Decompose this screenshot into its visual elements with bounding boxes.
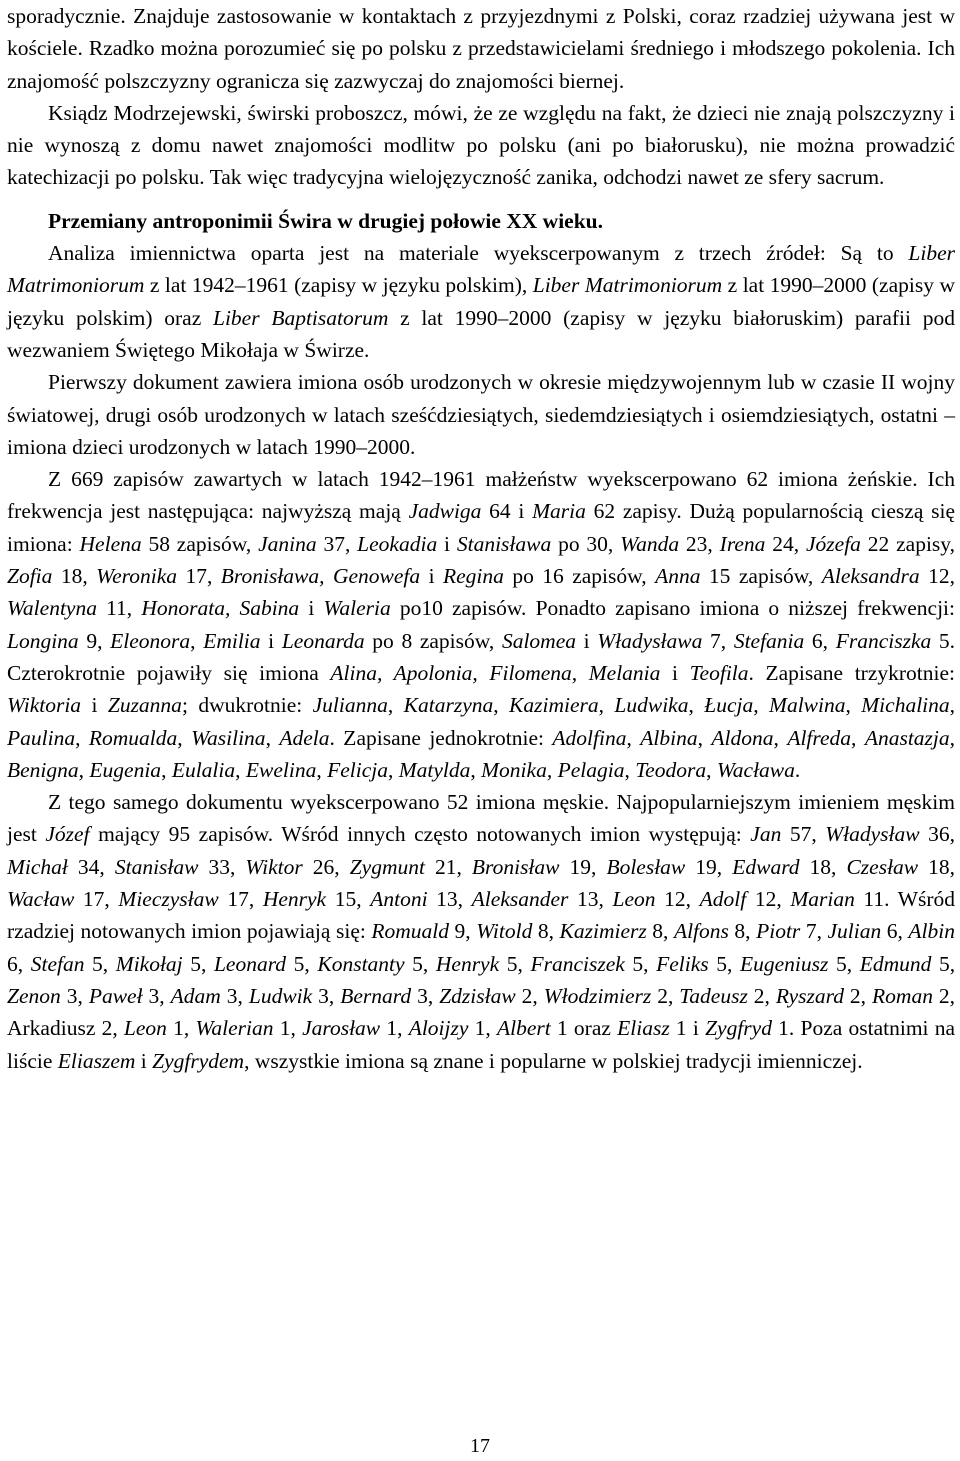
italic-name: Irena [719, 531, 766, 556]
italic-name: Kazimierz [559, 919, 647, 944]
text-run: 11. Wśród rzadziej notowanych imion pojawiają się: [7, 887, 956, 944]
text-run: 5, [708, 951, 740, 976]
text-run: 5, [286, 951, 318, 976]
text-run: , [949, 725, 956, 750]
italic-name: Józefa [806, 531, 861, 556]
italic-name: Anna [655, 564, 701, 589]
italic-name: Ewelina [245, 757, 317, 782]
italic-name: Leonarda [281, 628, 365, 653]
text-run: 1, [166, 1016, 196, 1041]
section-heading: Przemiany antroponimii Świra w drugiej połowie XX wieku. [48, 208, 604, 233]
italic-name: Malwina [769, 693, 846, 718]
italic-name: Adam [170, 983, 221, 1008]
text-run: z lat 1990–2000 (zapisy w języku polskim) oraz [7, 273, 955, 330]
italic-name: Emilia [203, 628, 261, 653]
italic-name: Aleksandra [821, 564, 920, 589]
text-run: 6, [7, 951, 31, 976]
text-run: 18, [52, 564, 97, 589]
text-run: sporadycznie. Znajduje zastosowanie w kontaktach z przyjezdnymi z Polski, coraz rzadziej używana jest w kościele. Rzadko można porozumieć się po polsku z przedstawicielami średniego i młodszego pokolenia. Ich znajomość polszczyzny ogranicza się zazwyczaj do znajomości biernej. [7, 4, 955, 93]
text-run: 2, [843, 983, 873, 1008]
italic-name: Wiktor [245, 854, 303, 879]
text-run: , [753, 693, 770, 718]
paragraph-priest [7, 97, 955, 194]
text-run: 11, [96, 596, 142, 621]
italic-name: Katarzyna [403, 693, 494, 718]
text-run: 9, [78, 628, 111, 653]
italic-name: Eugeniusz [739, 951, 829, 976]
italic-name: Bronisław [471, 854, 560, 879]
italic-name: Regina [442, 564, 504, 589]
text-run: 5, [84, 951, 116, 976]
italic-name: Władysław [825, 822, 920, 847]
italic-name: Longina [7, 628, 79, 653]
italic-name: Waleria [323, 596, 391, 621]
italic-name: Czesław [846, 854, 919, 879]
italic-name: Aldona [711, 725, 774, 750]
text-run: 58 zapisów, [141, 531, 259, 556]
italic-name: Stanisław [114, 854, 199, 879]
text-run: , [851, 725, 865, 750]
text-run: 15 zapisów, [700, 564, 822, 589]
text-run: 3, [411, 983, 440, 1008]
text-run: 15, [326, 887, 371, 912]
italic-name: Helena [79, 531, 142, 556]
italic-name: Zygfrydem [152, 1048, 245, 1073]
italic-name: Józef [45, 822, 90, 847]
text-run: po10 zapisów. Ponadto zapisano imiona o niższej frekwencji: [390, 596, 955, 621]
text-run: ; dwukrotnie: [181, 693, 313, 718]
text-run: , [688, 693, 705, 718]
italic-name: Jan [750, 822, 782, 847]
italic-name: Witold [476, 919, 533, 944]
italic-name: Edward [732, 854, 800, 879]
text-run: . Zapisane jednokrotnie: [329, 725, 553, 750]
text-run: 8, [646, 919, 674, 944]
italic-name: Eleonora [110, 628, 191, 653]
italic-name: Konstanty [317, 951, 405, 976]
italic-name: Zygfryd [705, 1016, 772, 1041]
text-run: Pierwszy dokument zawiera imiona osób urodzonych w okresie międzywojennym lub w czasie II wojny światowej, drugi osób urodzonych w latach sześćdziesiątych, siedemdziesiątych i osiemdziesiątych, ostatni – imiona dzieci urodzonych w latach 1990–2000. [7, 370, 955, 459]
text-run: 1 i [669, 1016, 706, 1041]
italic-name: Henryk [262, 887, 327, 912]
text-run: i [81, 693, 108, 718]
italic-name: Leon [123, 1016, 167, 1041]
italic-name: Liber Matrimoniorum [532, 273, 723, 298]
text-run: i [135, 1048, 153, 1073]
text-run: , [598, 693, 615, 718]
text-run: 13, [568, 887, 613, 912]
text-run: Analiza imiennictwa oparta jest na materiale wyekscerpowanym z trzech źródeł: Są to [48, 241, 909, 266]
text-run: i [299, 596, 324, 621]
italic-name: Albin [908, 919, 956, 944]
text-run: 6, [881, 919, 909, 944]
text-run: 23, [679, 531, 720, 556]
italic-name: Alfreda [787, 725, 852, 750]
italic-name: Antoni [370, 887, 428, 912]
italic-name: Michalina [861, 693, 950, 718]
text-run: 6, [804, 628, 836, 653]
text-run: 34, [67, 854, 115, 879]
text-run: 13, [427, 887, 472, 912]
italic-name: Zygmunt [349, 854, 425, 879]
text-run: 37, [316, 531, 358, 556]
text-run: Ksiądz Modrzejewski, świrski proboszcz, mówi, że ze względu na fakt, że dzieci nie znają polszczyzny i nie wynoszą z domu nawet znajomości modlitw po polsku (ani po białorusku), nie można prowadzić katechizacji po polsku. Tak więc tradycyjna wielojęzyczność zanika, odchodzi nawet ze sfery sacrum. [7, 100, 955, 190]
text-run: 26, [302, 854, 350, 879]
text-run: , [265, 725, 280, 750]
paragraph-male-names [7, 786, 955, 1077]
italic-name: Zdzisław [439, 983, 516, 1008]
text-run: 17, [74, 887, 119, 912]
text-run: , [626, 725, 641, 750]
italic-name: Włodzimierz [543, 983, 652, 1008]
italic-name: Alfons [673, 919, 729, 944]
text-run: 5, [499, 951, 531, 976]
italic-name: Teodora [635, 757, 707, 782]
text-run: 7, [702, 628, 734, 653]
italic-name: Wanda [620, 531, 680, 556]
text-run: z lat 1942–1961 (zapisy w języku polskim), [144, 273, 533, 298]
italic-name: Janina [258, 531, 317, 556]
italic-name: Anastazja [864, 725, 950, 750]
italic-name: Honorata, Sabina [141, 596, 300, 621]
italic-name: Zofia [7, 564, 53, 589]
italic-name: Franciszek [530, 951, 625, 976]
text-run: , wszystkie imiona są znane i popularne w polskiej tradycji imienniczej. [244, 1048, 863, 1073]
italic-name: Feliks [656, 951, 709, 976]
text-run: 5. Czterokrotnie pojawiły się imiona [7, 628, 956, 685]
italic-name: Władysława [597, 628, 703, 653]
italic-name: Julianna [312, 693, 388, 718]
text-run: 3, [60, 983, 89, 1008]
paragraph-female-names [7, 463, 955, 786]
text-run: 57, [781, 822, 826, 847]
italic-name: Paweł [88, 983, 143, 1008]
italic-name: Adela [279, 725, 330, 750]
italic-name: Zuzanna [107, 693, 182, 718]
italic-name: Weronika [96, 564, 177, 589]
italic-name: Jadwiga [408, 499, 482, 524]
text-run: 5, [931, 951, 956, 976]
text-run: 5, [182, 951, 214, 976]
italic-name: Albina [640, 725, 698, 750]
text-run: 19, [685, 854, 733, 879]
italic-name: Eliasz [617, 1016, 670, 1041]
text-run: , [235, 757, 246, 782]
text-run: 36, [919, 822, 955, 847]
italic-name: Aleksander [471, 887, 569, 912]
text-run: , [161, 757, 172, 782]
text-run: 5, [624, 951, 657, 976]
italic-name: Wacław [7, 887, 75, 912]
text-run: 5, [828, 951, 860, 976]
italic-name: Roman [872, 983, 933, 1008]
italic-name: Alina, Apolonia, Filomena, Melania [330, 660, 661, 685]
text-run: 1. Poza ostatnimi na liście [7, 1016, 956, 1073]
italic-name: Zenon [7, 983, 61, 1008]
italic-name: Michał [7, 854, 68, 879]
text-run: 17, [177, 564, 221, 589]
text-run: Z tego samego dokumentu wyekscerpowano 52 imiona męskie. Najpopularniejszym imieniem męskim jest [7, 790, 955, 847]
text-run: , [78, 757, 90, 782]
italic-name: Stefan [30, 951, 85, 976]
text-run: i [437, 531, 457, 556]
text-run: 7, [800, 919, 828, 944]
text-run: i [575, 628, 598, 653]
text-run: , [949, 693, 956, 718]
italic-name: Kazimiera [509, 693, 599, 718]
text-run: 1, [273, 1016, 303, 1041]
paragraph-sources [7, 237, 955, 366]
italic-name: Romuald [371, 919, 450, 944]
italic-name: Bronisława, Genowefa [220, 564, 421, 589]
document-page [7, 0, 955, 1077]
italic-name: Liber Baptisatorum [212, 305, 389, 330]
text-run: , [845, 693, 862, 718]
italic-name: Maria [532, 499, 586, 524]
text-run: 12, [746, 887, 791, 912]
italic-name: Eulalia [171, 757, 236, 782]
text-run: po 16 zapisów, [503, 564, 656, 589]
italic-name: Paulina [7, 725, 76, 750]
text-run: Z 669 zapisów zawartych w latach 1942–1961 małżeństw wyekscerpowano 62 imiona żeńskie. Ich frekwencja jest następująca: najwyższą mają [7, 467, 955, 524]
text-run: po 8 zapisów, [364, 628, 502, 653]
italic-name: Stefania [733, 628, 805, 653]
italic-name: Walerian [195, 1016, 274, 1041]
text-run: 1, [380, 1016, 409, 1041]
text-run: , [177, 725, 192, 750]
text-run: i [260, 628, 282, 653]
text-run: 12, [655, 887, 700, 912]
text-run: , [773, 725, 788, 750]
italic-name: Leokadia [357, 531, 438, 556]
text-run: , [706, 757, 717, 782]
text-run: 1, [468, 1016, 497, 1041]
italic-name: Jarosław [302, 1016, 381, 1041]
italic-name: Teofila [689, 660, 749, 685]
text-run: 24, [765, 531, 806, 556]
text-run: 5, [404, 951, 436, 976]
text-run: 3, [142, 983, 171, 1008]
italic-name: Felicja [327, 757, 388, 782]
italic-name: Mieczysław [118, 887, 219, 912]
text-run: 2, [651, 983, 680, 1008]
italic-name: Henryk [435, 951, 500, 976]
text-run: i [660, 660, 690, 685]
italic-name: Monika, Pelagia [481, 757, 625, 782]
text-run: 2, [747, 983, 776, 1008]
text-run: i [420, 564, 443, 589]
text-run: 33, [198, 854, 246, 879]
italic-name: Tadeusz [679, 983, 748, 1008]
text-run: 3, [220, 983, 249, 1008]
text-run: , [624, 757, 636, 782]
text-run: 12, [919, 564, 956, 589]
italic-name: Bernard [340, 983, 412, 1008]
italic-name: Romualda [88, 725, 178, 750]
italic-name: Salomea [501, 628, 576, 653]
italic-name: Adolfina [552, 725, 627, 750]
text-run: 18, [799, 854, 847, 879]
text-run: 19, [559, 854, 607, 879]
italic-name: Ryszard [775, 983, 844, 1008]
text-run: 8, [728, 919, 757, 944]
text-run: , [316, 757, 328, 782]
text-run: , [75, 725, 89, 750]
text-run: z lat 1990–2000 (zapisy w języku białoruskim) parafii pod wezwaniem Świętego Mikołaja w Świrze. [7, 305, 955, 362]
italic-name: Wiktoria [7, 693, 82, 718]
italic-name: Benigna [7, 757, 79, 782]
italic-name: Eliaszem [57, 1048, 136, 1073]
italic-name: Wasilina [191, 725, 266, 750]
italic-name: Ludwik [248, 983, 313, 1008]
italic-name: Liber Matrimoniorum [7, 241, 955, 298]
italic-name: Adolf [699, 887, 747, 912]
italic-name: Stanisława [456, 531, 552, 556]
italic-name: Matylda [398, 757, 471, 782]
text-run: . Zapisane trzykrotnie: [748, 660, 955, 685]
text-run: 2, [515, 983, 544, 1008]
text-run: , [387, 693, 404, 718]
text-run: 21, [424, 854, 472, 879]
text-run: mający 95 zapisów. Wśród innych często notowanych imion występują: [89, 822, 751, 847]
text-run: . [794, 757, 801, 782]
text-run: 2, Arkadiusz 2, [7, 983, 956, 1041]
italic-name: Łucja [704, 693, 754, 718]
italic-name: Bolesław [606, 854, 686, 879]
text-run: , [493, 693, 510, 718]
italic-name: Leon [612, 887, 656, 912]
italic-name: Edmund [859, 951, 932, 976]
page-number: 17 [470, 1435, 490, 1457]
text-run: , [470, 757, 482, 782]
italic-name: Eugenia [89, 757, 162, 782]
text-run: 18, [918, 854, 956, 879]
italic-name: Julian [827, 919, 882, 944]
text-run: 64 i [481, 499, 533, 524]
italic-name: Ludwika [614, 693, 689, 718]
text-run: 17, [218, 887, 263, 912]
text-run: 9, [449, 919, 477, 944]
italic-name: Wacława [716, 757, 795, 782]
text-run: 1 oraz [550, 1016, 618, 1041]
italic-name: Mikołaj [115, 951, 183, 976]
paragraph-documents [7, 366, 955, 463]
italic-name: Walentyna [7, 596, 97, 621]
paragraph-intro [7, 0, 955, 97]
text-run: , [190, 628, 204, 653]
text-run: , [387, 757, 399, 782]
text-run: 62 zapisy. Dużą popularnością cieszą się imiona: [7, 499, 956, 556]
italic-name: Marian [790, 887, 855, 912]
text-run: 22 zapisy, [860, 531, 956, 556]
italic-name: Franciszka [835, 628, 932, 653]
text-run: po 30, [551, 531, 621, 556]
text-run: , [697, 725, 712, 750]
italic-name: Albert [496, 1016, 551, 1041]
italic-name: Leonard [213, 951, 287, 976]
text-run: 3, [312, 983, 341, 1008]
italic-name: Aloijzy [408, 1016, 469, 1041]
text-run: 8, [532, 919, 560, 944]
italic-name: Piotr [756, 919, 801, 944]
